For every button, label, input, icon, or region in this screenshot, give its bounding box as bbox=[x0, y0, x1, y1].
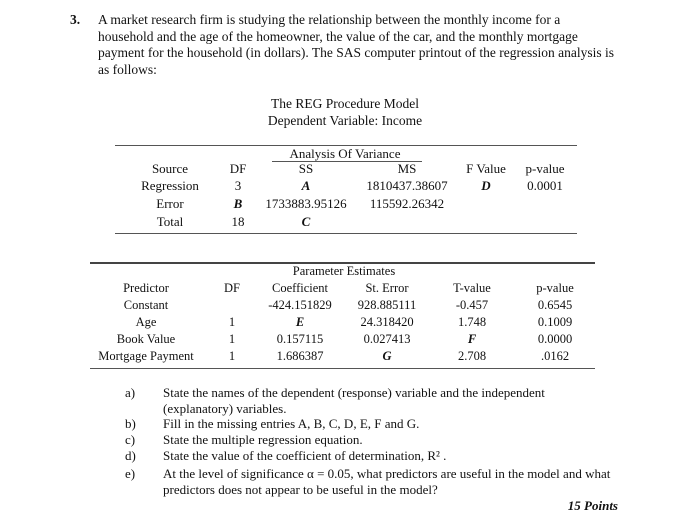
params-se-bookvalue: 0.027413 bbox=[363, 332, 411, 346]
part-d-label: d) bbox=[125, 448, 136, 463]
params-header-pvalue: p-value bbox=[536, 281, 574, 295]
anova-f-regression: D bbox=[481, 178, 491, 193]
anova-header-source: Source bbox=[151, 161, 189, 176]
anova-p-regression: 0.0001 bbox=[527, 178, 563, 193]
anova-ms-regression: 1810437.38607 bbox=[366, 178, 448, 193]
anova-source-regression: Regression bbox=[141, 178, 199, 193]
params-predictor-bookvalue: Book Value bbox=[116, 332, 176, 346]
anova-bottom-rule bbox=[115, 233, 577, 234]
anova-df-error: B bbox=[233, 196, 243, 211]
part-d-text: State the value of the coefficient of determination, R² . bbox=[163, 448, 447, 463]
model-title: The REG Procedure Model bbox=[270, 96, 420, 111]
params-header-predictor: Predictor bbox=[123, 281, 169, 295]
params-predictor-age: Age bbox=[135, 315, 157, 329]
part-a-label: a) bbox=[125, 385, 136, 400]
params-bottom-rule bbox=[90, 368, 595, 369]
points-label: 15 Points bbox=[567, 498, 618, 513]
anova-header-df: DF bbox=[229, 161, 247, 176]
anova-ss-total: C bbox=[301, 214, 311, 229]
anova-header-pvalue: p-value bbox=[525, 161, 565, 176]
part-e-text: At the level of significance α = 0.05, what predictors are useful in the model and what predictors does not appear to be useful in the model? bbox=[163, 466, 611, 497]
params-t-mortgage: 2.708 bbox=[457, 349, 487, 363]
params-p-constant: 0.6545 bbox=[537, 298, 573, 312]
params-header-sterror: St. Error bbox=[365, 281, 409, 295]
params-df-mortgage: 1 bbox=[228, 349, 236, 363]
anova-df-total: 18 bbox=[231, 214, 245, 229]
anova-source-total: Total bbox=[156, 214, 184, 229]
part-b-text: Fill in the missing entries A, B, C, D, E, F and G. bbox=[163, 416, 420, 431]
params-coef-constant: -424.151829 bbox=[268, 298, 332, 312]
params-header-tvalue: T-value bbox=[453, 281, 491, 295]
params-p-bookvalue: 0.0000 bbox=[537, 332, 573, 346]
params-coef-age: E bbox=[295, 315, 305, 329]
params-t-constant: -0.457 bbox=[455, 298, 489, 312]
anova-ss-regression: A bbox=[301, 178, 311, 193]
params-se-constant: 928.885111 bbox=[357, 298, 417, 312]
params-title: Parameter Estimates bbox=[292, 264, 396, 278]
part-a-text: State the names of the dependent (response) variable and the independent (explanatory) variables. bbox=[163, 385, 545, 416]
params-header-df: DF bbox=[224, 281, 240, 295]
part-b-label: b) bbox=[125, 416, 136, 431]
params-df-age: 1 bbox=[228, 315, 236, 329]
params-se-age: 24.318420 bbox=[360, 315, 414, 329]
params-predictor-mortgage: Mortgage Payment bbox=[98, 349, 194, 363]
params-header-coefficient: Coefficient bbox=[272, 281, 328, 295]
anova-title: Analysis Of Variance bbox=[289, 146, 401, 161]
part-c-label: c) bbox=[125, 432, 136, 447]
params-t-age: 1.748 bbox=[457, 315, 487, 329]
params-se-mortgage: G bbox=[382, 349, 392, 363]
anova-source-error: Error bbox=[156, 196, 184, 211]
part-e-label: e) bbox=[125, 466, 136, 481]
anova-df-regression: 3 bbox=[234, 178, 242, 193]
params-df-bookvalue: 1 bbox=[228, 332, 236, 346]
anova-ss-error: 1733883.95126 bbox=[265, 196, 347, 211]
anova-header-ss: SS bbox=[298, 161, 314, 176]
params-coef-bookvalue: 0.157115 bbox=[276, 332, 324, 346]
params-predictor-constant: Constant bbox=[123, 298, 169, 312]
part-c-text: State the multiple regression equation. bbox=[163, 432, 363, 447]
dependent-variable: Dependent Variable: Income bbox=[267, 113, 423, 128]
question-intro: A market research firm is studying the relationship between the monthly income for a household and the age of the homeowner, the value of the car, and the monthly mortgage payment for the household (in dollars). The SAS computer printout of the regression analysis is as follows: bbox=[98, 12, 615, 77]
question-number: 3. bbox=[70, 12, 81, 27]
anova-header-ms: MS bbox=[397, 161, 417, 176]
anova-ms-error: 115592.26342 bbox=[369, 196, 445, 211]
params-t-bookvalue: F bbox=[467, 332, 477, 346]
params-coef-mortgage: 1.686387 bbox=[276, 349, 324, 363]
params-p-mortgage: .0162 bbox=[540, 349, 570, 363]
anova-header-fvalue: F Value bbox=[466, 161, 506, 176]
params-p-age: 0.1009 bbox=[537, 315, 573, 329]
